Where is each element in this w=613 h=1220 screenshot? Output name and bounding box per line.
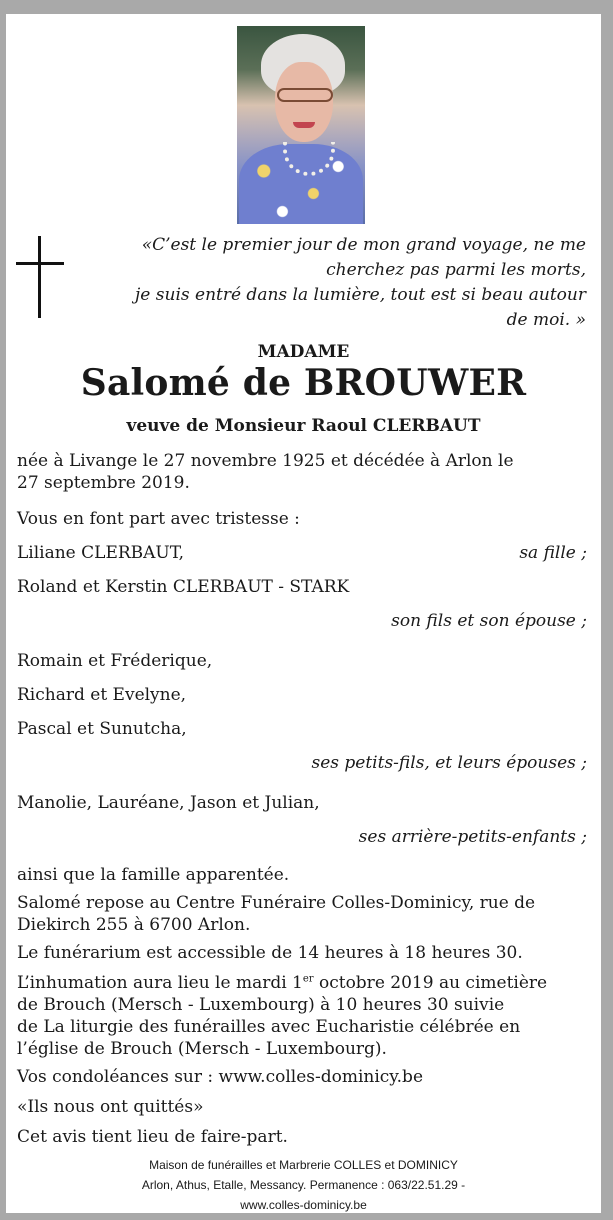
repose-line: Salomé repose au Centre Funéraire Colles-Dominicy, rue de [17, 893, 536, 913]
deceased-name: Salomé de BROUWER [80, 362, 527, 404]
family-name: Liliane CLERBAUT, [17, 543, 184, 563]
title-prefix: MADAME [257, 342, 350, 362]
quote-line: cherchez pas parmi les morts, [326, 260, 586, 280]
repose-line: Diekirch 255 à 6700 Arlon. [17, 915, 251, 935]
family-name: Richard et Evelyne, [17, 685, 187, 705]
birth-line: née à Livange le 27 novembre 1925 et décédée à Arlon le [17, 451, 514, 471]
funerarium-hours: Le funérarium est accessible de 14 heures à 18 heures 30. [17, 943, 523, 963]
family-relation: son fils et son épouse ; [391, 611, 587, 631]
footer-line: Maison de funérailles et Marbrerie COLLES et DOMINICY [149, 1158, 458, 1172]
funeral-home-footer [6, 1155, 601, 1215]
quote-line: «C’est le premier jour de mon grand voyage, ne me [141, 235, 586, 255]
footer-line: Arlon, Athus, Etalle, Messancy. Permanence : 063/22.51.29 - [141, 1178, 466, 1192]
quote [116, 233, 586, 333]
family-name: Pascal et Sunutcha, [17, 719, 187, 739]
quitted-line: «Ils nous ont quittés» [17, 1097, 204, 1117]
obituary-card [6, 14, 601, 1213]
extended-family: ainsi que la famille apparentée. [17, 865, 290, 885]
family-relation: ses arrière-petits-enfants ; [358, 827, 587, 847]
family-relation: sa fille ; [519, 543, 587, 563]
widow-subtitle: veuve de Monsieur Raoul CLERBAUT [126, 416, 481, 436]
inhumation-line: l’église de Brouch (Mersch - Luxembourg). [17, 1039, 387, 1059]
cross-icon [16, 236, 64, 318]
footer-line: www.colles-dominicy.be [240, 1198, 367, 1212]
condolences-line: Vos condoléances sur : www.colles-dominicy.be [17, 1067, 423, 1087]
birth-line: 27 septembre 2019. [17, 473, 190, 493]
family-relation: ses petits-fils, et leurs épouses ; [311, 753, 587, 773]
inhumation-line: de Brouch (Mersch - Luxembourg) à 10 heures 30 suivie [17, 995, 505, 1015]
family-name: Manolie, Lauréane, Jason et Julian, [17, 793, 320, 813]
announcement: Vous en font part avec tristesse : [17, 509, 300, 529]
quote-line: de moi. » [506, 310, 586, 330]
portrait-photo [237, 26, 365, 224]
notice-line: Cet avis tient lieu de faire-part. [17, 1127, 288, 1147]
inhumation-line: L’inhumation aura lieu le mardi 1er octobre 2019 au cimetière [17, 973, 548, 993]
inhumation-line: de La liturgie des funérailles avec Eucharistie célébrée en [17, 1017, 521, 1037]
family-name: Roland et Kerstin CLERBAUT - STARK [17, 577, 350, 597]
quote-line: je suis entré dans la lumière, tout est si beau autour [135, 285, 586, 305]
family-entry [17, 542, 587, 564]
family-name: Romain et Fréderique, [17, 651, 213, 671]
